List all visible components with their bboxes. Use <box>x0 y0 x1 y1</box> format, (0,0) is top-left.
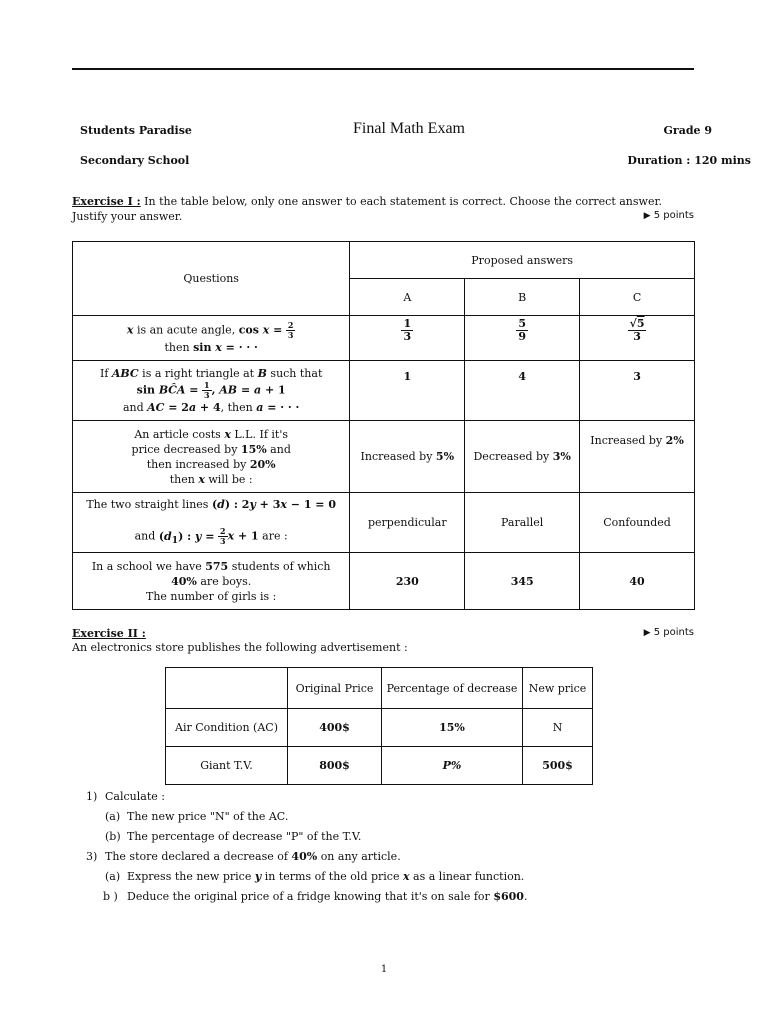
price-table <box>165 667 593 785</box>
percentage-decrease: P% <box>382 747 523 785</box>
exercise1-points <box>644 210 694 221</box>
answer-5b: 345 <box>465 553 580 610</box>
table-row <box>73 361 695 421</box>
original-price: 400$ <box>288 709 382 747</box>
question-5: In a school we have 575 students of which 40% are boys. The number of girls is : <box>73 553 350 610</box>
question-3a-text <box>127 870 524 883</box>
new-price: N <box>523 709 593 747</box>
table-row <box>73 421 695 493</box>
answer-4c: Confounded <box>580 493 695 553</box>
col-a-header: A <box>350 279 465 316</box>
question-3-text <box>105 850 401 863</box>
exercise2-points <box>644 627 694 638</box>
question-3b-num: b ) <box>103 890 118 903</box>
item-name: Air Condition (AC) <box>166 709 288 747</box>
question-1a-text: The new price "N" of the AC. <box>127 810 289 823</box>
question-3a-x: x <box>402 870 410 883</box>
table-row <box>73 493 695 553</box>
col-questions-header: Questions <box>73 242 350 316</box>
question-3-value: 40% <box>291 850 318 863</box>
answer-2b: 4 <box>465 361 580 421</box>
question-3b-text <box>127 890 527 903</box>
answer-3b: Decreased by 3% <box>465 421 580 493</box>
question-3a-y: y <box>254 870 262 883</box>
price-table-corner <box>166 668 288 709</box>
answers-table <box>72 241 695 610</box>
original-price: 800$ <box>288 747 382 785</box>
question-1a-num: (a) <box>105 810 121 823</box>
exercise1-points-text: 5 points <box>653 210 694 221</box>
question-3-post: on any article. <box>320 850 401 863</box>
answer-4a: perpendicular <box>350 493 465 553</box>
answer-4b: Parallel <box>465 493 580 553</box>
question-1-text: Calculate : <box>105 790 165 803</box>
question-1b-text: The percentage of decrease "P" of the T.V. <box>127 830 362 843</box>
question-4: The two straight lines (d) : 2y + 3x − 1 = 0 and $(d_1)$ : y = $\frac{2}{3}$ x + 1 are : <box>73 493 350 553</box>
question-1b-num: (b) <box>105 830 121 843</box>
col-new-price: New price <box>523 668 593 709</box>
play-icon: ▶ <box>643 628 651 638</box>
question-3b-post: . <box>523 890 528 903</box>
answer-1c: $\frac{√5}{3}$ <box>580 316 695 361</box>
grade-label: Grade 9 <box>663 124 712 137</box>
answer-1a: $\frac{1}{3}$ <box>350 316 465 361</box>
table-row <box>73 553 695 610</box>
table-row <box>166 747 593 785</box>
col-c-header: C <box>580 279 695 316</box>
col-proposed-header: Proposed answers <box>350 242 695 279</box>
school-name: Students Paradise <box>80 124 192 137</box>
duration-label: Duration : 120 mins <box>627 154 751 167</box>
question-3a-num: (a) <box>105 870 121 883</box>
question-3: An article costs x L.L. If it's price decreased by 15% and then increased by 20% then x will be : <box>73 421 350 493</box>
exercise2-points-text: 5 points <box>653 627 694 638</box>
top-rule <box>72 68 694 70</box>
col-b-header: B <box>465 279 580 316</box>
exercise1-label: Exercise I : <box>72 195 141 208</box>
col-original-price: Original Price <box>288 668 382 709</box>
question-3a-mid: in terms of the old price <box>264 870 400 883</box>
exercise1-instructions-2: Justify your answer. <box>72 210 183 223</box>
new-price: 500$ <box>523 747 593 785</box>
question-3b-value: $600 <box>493 890 524 903</box>
page-number: 1 <box>380 964 388 975</box>
col-percentage-decrease: Percentage of decrease <box>382 668 523 709</box>
exercise2-intro: An electronics store publishes the following advertisement : <box>72 641 408 654</box>
page-title: Final Math Exam <box>353 120 465 137</box>
exercise1-instructions: In the table below, only one answer to each statement is correct. Choose the correct answer. <box>144 195 663 208</box>
question-1: x is an acute angle, cos x = $\frac{2}{3}$ then sin x = · · · <box>73 316 350 361</box>
answer-3c: Increased by 2% <box>580 421 695 493</box>
question-2: If ABC is a right triangle at B such that sin BĈA = $\frac{1}{3}$ , AB = a + 1 and AC = 2a + 4, then a = · · · <box>73 361 350 421</box>
percentage-decrease: 15% <box>382 709 523 747</box>
answer-2a: 1 <box>350 361 465 421</box>
answer-3a: Increased by 5% <box>350 421 465 493</box>
answer-2c: 3 <box>580 361 695 421</box>
item-name: Giant T.V. <box>166 747 288 785</box>
table-row <box>166 709 593 747</box>
school-type: Secondary School <box>80 154 190 167</box>
question-1-num: 1) <box>86 790 98 803</box>
exercise1-intro <box>72 195 694 208</box>
answer-1b: $\frac{5}{9}$ <box>465 316 580 361</box>
question-3a-post: as a linear function. <box>413 870 525 883</box>
question-3a-pre: Express the new price <box>127 870 252 883</box>
question-3b-pre: Deduce the original price of a fridge knowing that it's on sale for <box>127 890 490 903</box>
exercise2-label: Exercise II : <box>72 627 146 640</box>
question-3-pre: The store declared a decrease of <box>105 850 288 863</box>
play-icon: ▶ <box>643 211 651 221</box>
table-row <box>73 316 695 361</box>
answer-5a: 230 <box>350 553 465 610</box>
answer-5c: 40 <box>580 553 695 610</box>
question-3-num: 3) <box>86 850 98 863</box>
